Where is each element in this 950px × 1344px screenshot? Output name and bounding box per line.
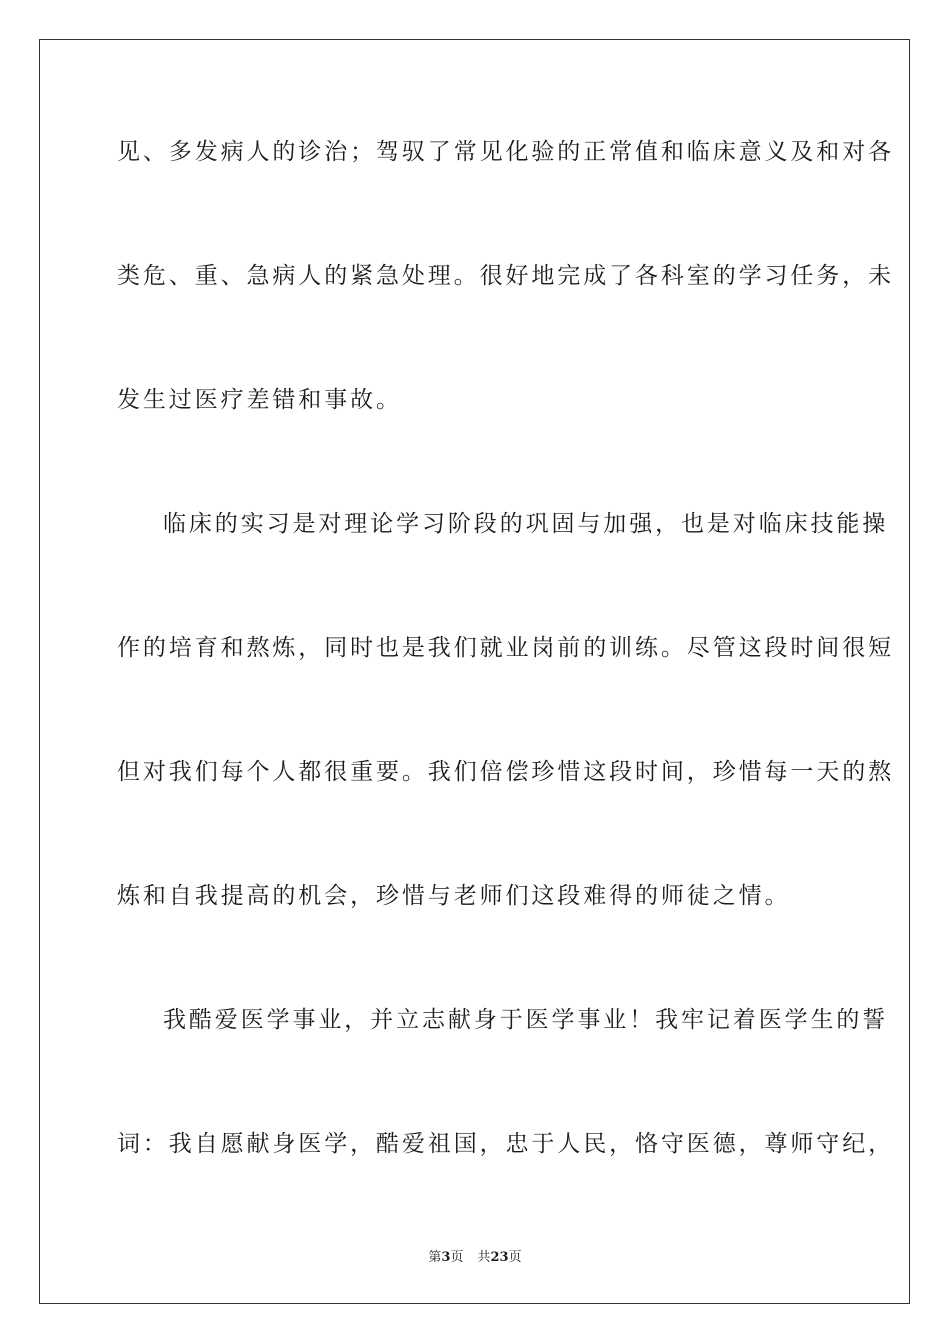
paragraph-3-line-2: 词：我自愿献身医学，酷爱祖国，忠于人民，恪守医德，尊师守纪， (117, 1131, 894, 1157)
page-prefix: 第 (428, 1250, 442, 1265)
paragraph-2-line-3: 但对我们每个人都很重要。我们倍偿珍惜这段时间，珍惜每一天的熬 (117, 759, 894, 785)
paragraph-2-line-2: 作的培育和熬炼，同时也是我们就业岗前的训练。尽管这段时间很短 (117, 635, 894, 661)
total-suffix: 页 (508, 1250, 522, 1265)
page-suffix: 页 (450, 1250, 464, 1265)
paragraph-2-line-1: 临床的实习是对理论学习阶段的巩固与加强，也是对临床技能操 (163, 511, 889, 537)
total-prefix: 共 (477, 1250, 491, 1265)
text-line-3: 发生过医疗差错和事故。 (117, 387, 402, 413)
page-footer (0, 1246, 950, 1265)
paragraph-3-line-1: 我酷爱医学事业，并立志献身于医学事业！我牢记着医学生的誓 (163, 1007, 889, 1033)
text-line-2: 类危、重、急病人的紧急处理。很好地完成了各科室的学习任务，未 (117, 263, 894, 289)
page-number: 3 (441, 1250, 451, 1265)
paragraph-2-line-4: 炼和自我提高的机会，珍惜与老师们这段难得的师徒之情。 (117, 883, 791, 909)
text-line-1: 见、多发病人的诊治；驾驭了常见化验的正常值和临床意义及和对各 (117, 139, 894, 165)
total-pages: 23 (490, 1250, 509, 1265)
page-border (39, 39, 910, 1304)
